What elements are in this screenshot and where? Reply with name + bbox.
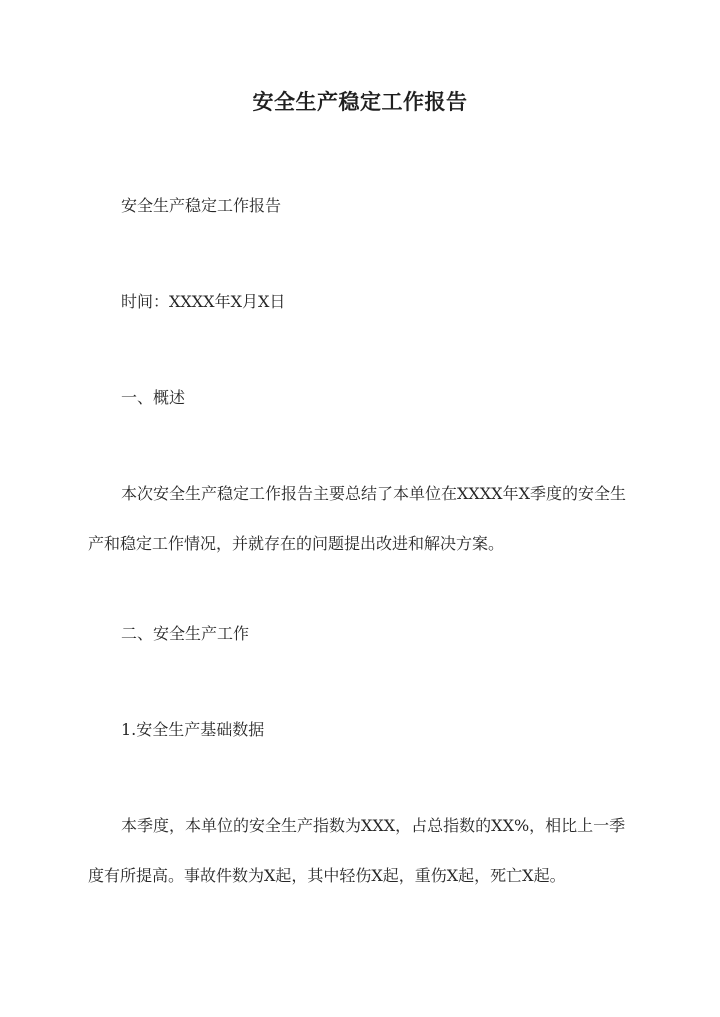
date-paragraph: 时间：XXXX年X月X日 — [121, 292, 286, 311]
overview-paragraph: 本次安全生产稳定工作报告主要总结了本单位在XXXX年X季度的安全生产和稳定工作情况，并就存在的问题提出改进和解决方案。 — [88, 484, 626, 553]
section-heading-safety-work: 二、安全生产工作 — [121, 624, 250, 643]
subtitle-paragraph: 安全生产稳定工作报告 — [121, 196, 282, 215]
basic-data-paragraph: 本季度，本单位的安全生产指数为XXX，占总指数的XX%，相比上一季度有所提高。事故件数为X起，其中轻伤X起，重伤X起，死亡X起。 — [88, 816, 626, 885]
document-title: 安全生产稳定工作报告 — [252, 89, 468, 114]
section-heading-overview: 一、概述 — [121, 388, 186, 407]
subsection-heading-basic-data: 1.安全生产基础数据 — [121, 720, 265, 739]
